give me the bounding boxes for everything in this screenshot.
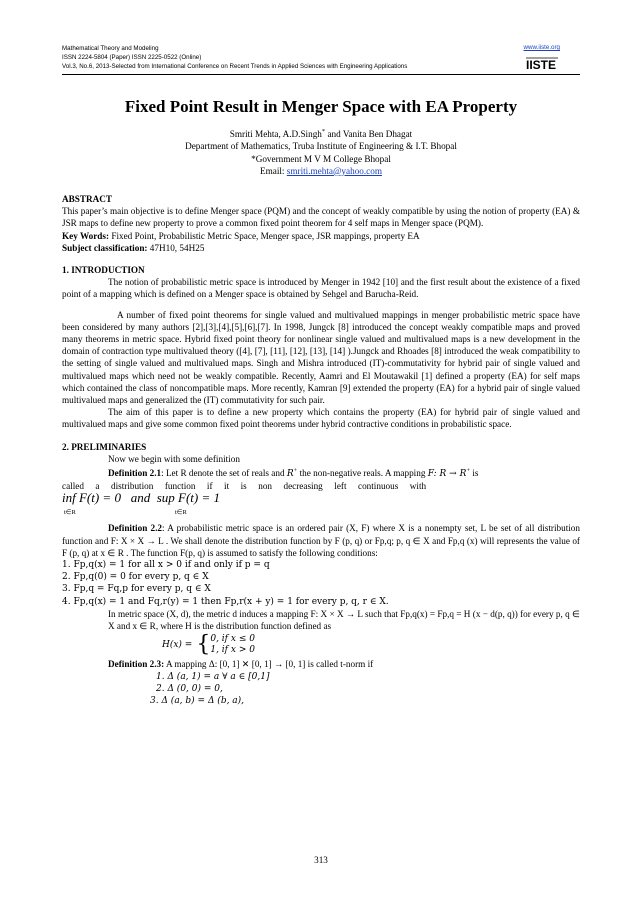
email-link[interactable]: smriti.mehta@yahoo.com [286,165,382,176]
prelim-heading: 2. PRELIMINARIES [62,441,147,452]
intro-heading: 1. INTRODUCTION [62,265,145,276]
condition-1: 1. Fp,q(x) = 1 for all x > 0 if and only if p = q [62,560,270,571]
abstract-text: This paper’s main objective is to define Menger space (PQM) and the concept of weakly compatible by using the notion of property (EA) & JSR maps to define new property to prove a common fixed point theorem for 4 self maps in Menger space (PQM). [62,206,580,229]
keywords: Key Words: Fixed Point, Probabilistic Metric Space, Menger space, JSR mappings, property EA [62,230,420,241]
intro-paragraph-2: A number of fixed point theorems for single valued and multivalued mappings in menger probabilistic metric space have been considered by many authors [2],[3],[4],[5],[6],[7]. In 1998, Jungck [8] introduced the concept weakly compatible maps and proved many theorems in metric space. Hybrid fixed point theory for nonlinear single valued and multivalued maps is a new development in the domain of contraction type multivalued theory ([4], [7], [11], [12], [13], [14] ).Jungck and Rhoades [8] introduced the weak compatibility to the setting of single valued and multivalued maps. Singh and Mishra introduced (IT)-commutativity for hybrid pair of single valued and multivalued maps which need not be weakly compatible. Recently, Aamri and El Moutawakil [1] defined a property (EA) for self maps which contained the class of noncompatible maps. More recently, Kamran [9] extended the property (EA) for a hybrid pair of single valued multivalued maps and generalized the (IT) commutativity for such pair. [62,309,580,406]
subject-classification: Subject classification: 47H10, 54H25 [62,242,205,253]
definition-2-1: Definition 2.1: Let R denote the set of reals and R+ the non-negative reals. A mapping F: R → R+ is [108,467,479,480]
journal-header [62,44,407,71]
intro-paragraph-3: The aim of this paper is to define a new property which contains the property (EA) for hybrid pair of single valued and multivalued maps and give some common fixed point theorems under hybrid contractive conditions in probabilistic space. [62,407,580,430]
svg-text:IISTE: IISTE [526,58,557,72]
author-block [62,126,580,177]
journal-name: Mathematical Theory and Modeling [62,45,159,52]
definition-2-3: Definition 2.3: A mapping Δ: [0, 1] ✕ [0, 1] → [0, 1] is called t-norm if [108,659,374,670]
paper-title: Fixed Point Result in Menger Space with EA Property [124,97,518,116]
iiste-logo [524,55,560,73]
author-email: Email: smriti.mehta@yahoo.com [259,165,382,176]
metric-space-text: In metric space (X, d), the metric d induces a mapping F: X × X → L such that Fp,q(x) = Fp,q = H (x − d(p, q)) for every p, q ∈ X and x ∈ R, where H is the distribution function defined as [108,608,580,632]
website-link[interactable]: www.iiste.org [523,44,560,51]
definition-2-1-line2: called a distribution function if it is non decreasing left continuous with [62,481,427,492]
intro-paragraph-1: The notion of probabilistic metric space is introduced by Menger in 1942 [10] and the first result about the existence of a fixed point of a mapping which is defined on a Menger space is obtained by Sehgel and Barucha-Reid. [62,277,580,300]
definition-2-2: Definition 2.2: A probabilistic metric space is an ordered pair (X, F) where X is a nonempty set, L be set of all distribution function and F: X × X → L . We shall denote the distribution function by F (p, q) or Fp,q; p, q ∈ X and Fp,q (x) will represents the value of F (p, q) at x ∈ R . The function F(p, q) is assumed to satisfy the following conditions: [62,523,580,558]
affiliation-2: *Government M V M College Bhopal [251,153,391,164]
journal-volume: Vol.3, No.6, 2013-Selected from International Conference on Recent Trends in Applied Sciences with Engineering Applications [62,63,408,70]
author-names: Smriti Mehta, A.D.Singh* and Vanita Ben Dhagat [229,128,413,139]
prelim-lead: Now we begin with some definition [108,453,240,464]
h-function-formula: H(x) = { 0, if x ≤ 0 1, if x > 0 [162,632,255,658]
inf-sup-formula: inf F(t) = 0 and sup F(t) = 1 t∈R t∈R [62,490,220,517]
tnorm-2: 2. Δ (0, 0) = 0, [156,683,223,694]
condition-2: 2. Fp,q(0) = 0 for every p, q ∈ X [62,572,209,583]
journal-issn: ISSN 2224-5804 (Paper) ISSN 2225-0522 (Online) [62,54,202,61]
header-rule [62,74,580,75]
condition-3: 3. Fp,q = Fq,p for every p, q ∈ X [62,584,211,595]
tnorm-1: 1. Δ (a, 1) = a ∀ a ∈ [0,1] [156,671,270,682]
paper-body [62,193,580,707]
condition-4: 4. Fp,q(x) = 1 and Fq,r(y) = 1 then Fp,r(x + y) = 1 for every p, q, r ∈ X. [62,596,389,607]
affiliation-1: Department of Mathematics, Truba Institute of Engineering & I.T. Bhopal [185,141,457,152]
tnorm-3: 3. Δ (a, b) = Δ (b, a), [150,695,245,706]
abstract-heading: ABSTRACT [62,194,113,204]
page-number: 313 [314,855,328,865]
